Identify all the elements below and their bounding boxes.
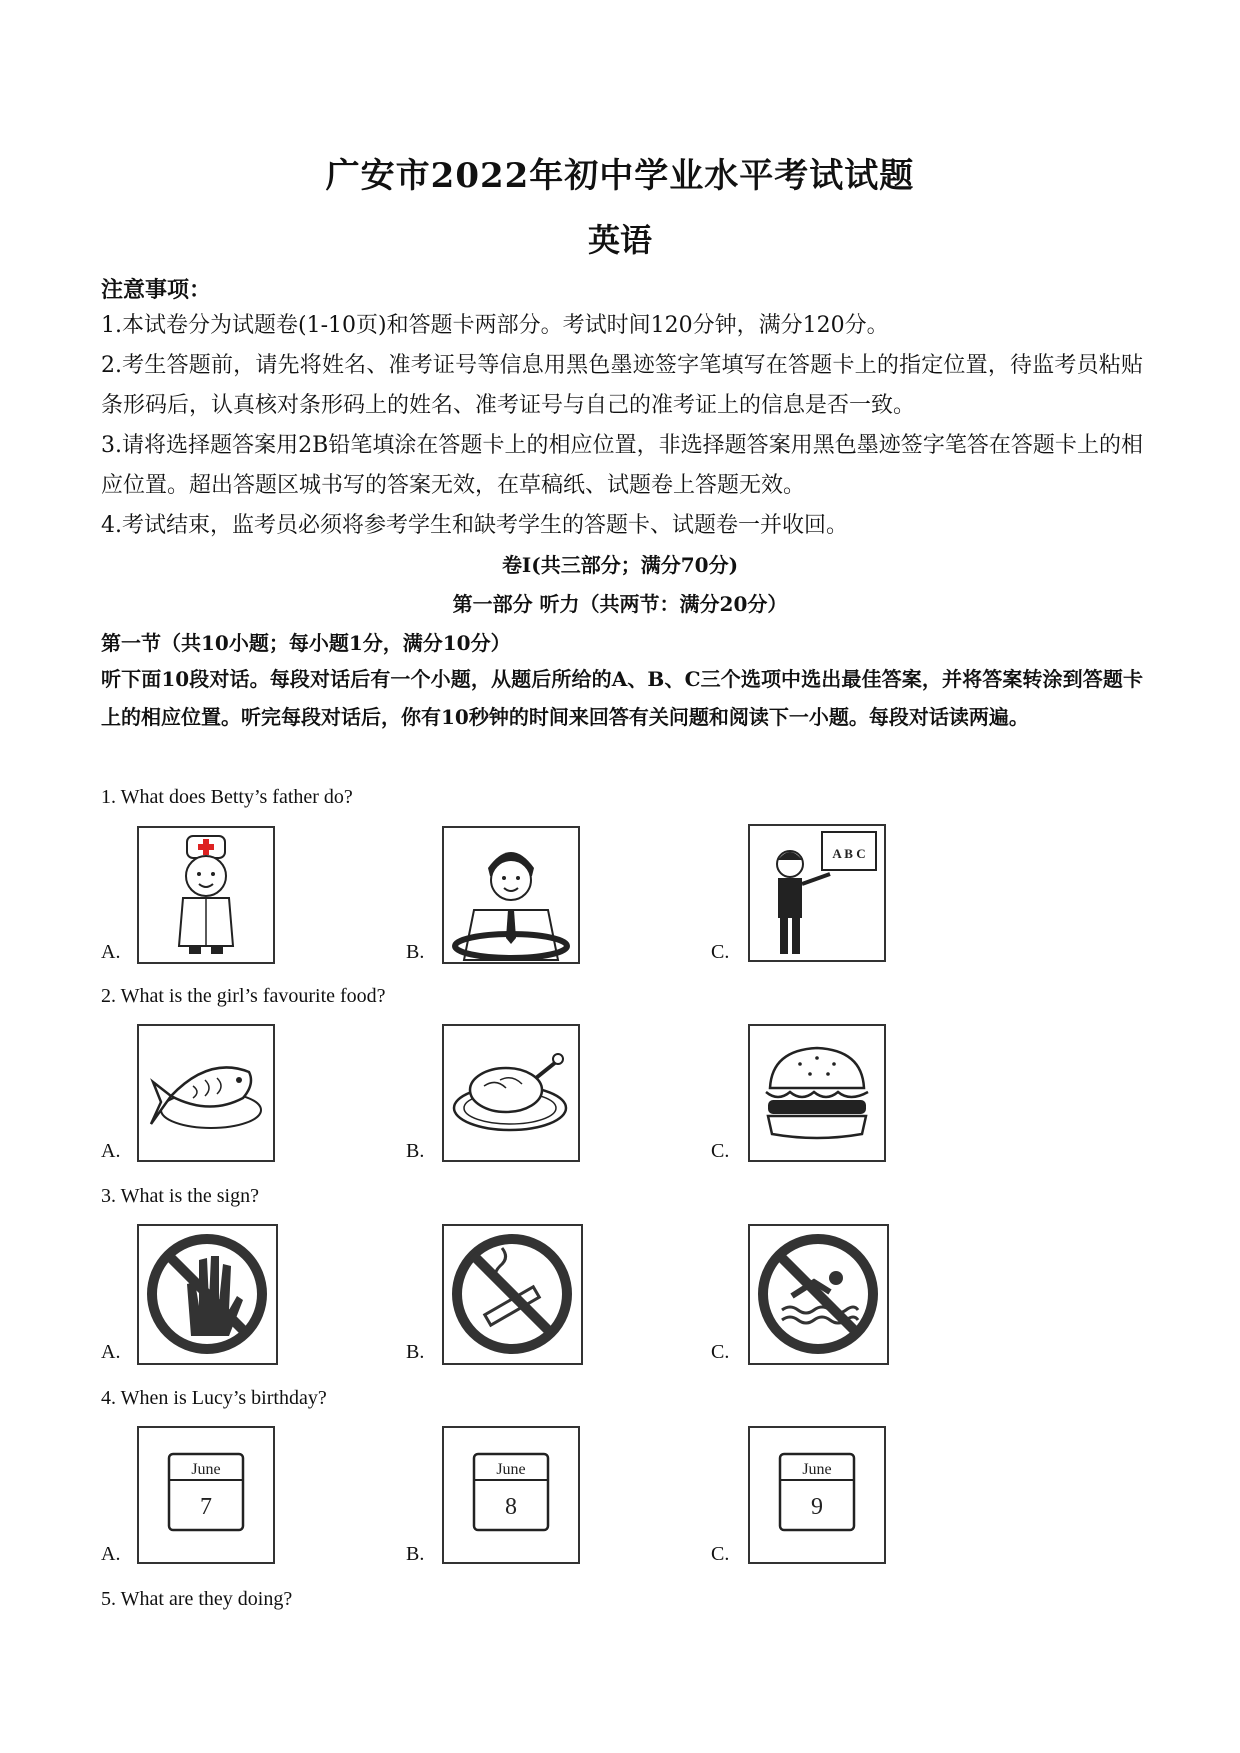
question-1: 1. What does Betty’s father do?	[101, 786, 353, 808]
calendar-day: 8	[505, 1494, 517, 1520]
notice-item-2: 2.考生答题前，请先将姓名、准考证号等信息用黑色墨迹签字笔填写在答题卡上的指定位置，待监考员粘贴条形码后，认真核对条形码上的姓名、准考证号与自己的准考证上的信息是否一致。	[101, 353, 1143, 418]
option-c: C.	[711, 1543, 730, 1565]
option-b: B.	[406, 941, 425, 963]
chicken-icon	[442, 1024, 580, 1162]
option-b: B.	[406, 1341, 425, 1363]
calendar-icon	[137, 1426, 275, 1564]
notice-item-4: 4.考试结束，监考员必须将参考学生和缺考学生的答题卡、试题卷一并收回。	[101, 513, 848, 538]
question-2: 2. What is the girl’s favourite food?	[101, 985, 386, 1007]
option-b: B.	[406, 1543, 425, 1565]
option-b: B.	[406, 1140, 425, 1162]
no-touching-icon	[137, 1224, 278, 1365]
calendar-day: 9	[811, 1494, 823, 1520]
calendar-icon	[442, 1426, 580, 1564]
calendar-day: 7	[200, 1494, 212, 1520]
option-c: C.	[711, 941, 730, 963]
option-a: A.	[101, 1341, 121, 1363]
section-heading: 第一节（共10小题；每小题1分，满分10分）	[101, 631, 511, 655]
calendar-month: June	[496, 1461, 526, 1478]
question-3: 3. What is the sign?	[101, 1185, 259, 1207]
part-heading: 第一部分 听力（共两节：满分20分）	[452, 592, 788, 616]
volume-heading: 卷Ⅰ(共三部分；满分70分)	[501, 553, 739, 577]
no-swimming-icon	[748, 1224, 889, 1365]
calendar-month: June	[191, 1461, 221, 1478]
option-c: C.	[711, 1341, 730, 1363]
option-a: A.	[101, 941, 121, 963]
question-5: 5. What are they doing?	[101, 1588, 293, 1610]
board-text: A B C	[832, 846, 866, 861]
doctor-icon	[137, 826, 275, 964]
calendar-icon	[748, 1426, 886, 1564]
no-smoking-icon	[442, 1224, 583, 1365]
driver-icon	[442, 826, 580, 964]
notice-heading: 注意事项：	[101, 277, 212, 303]
listening-instructions: 听下面10段对话。每段对话后有一个小题，从题后所给的A、B、C三个选项中选出最佳答案，并将答案转涂到答题卡上的相应位置。听完每段对话后，你有10秒钟的时间来回答有关问题和阅读下一小题。每段对话读两遍。	[101, 667, 1143, 729]
page-title: 广安市2022年初中学业水平考试试题	[325, 156, 915, 196]
fish-icon	[137, 1024, 275, 1162]
calendar-month: June	[802, 1461, 832, 1478]
subject-title: 英语	[587, 221, 652, 259]
option-a: A.	[101, 1543, 121, 1565]
teacher-icon	[748, 824, 886, 962]
option-a: A.	[101, 1140, 121, 1162]
notice-item-3: 3.请将选择题答案用2B铅笔填涂在答题卡上的相应位置，非选择题答案用黑色墨迹签字笔答在答题卡上的相应位置。超出答题区城书写的答案无效，在草稿纸、试题卷上答题无效。	[101, 433, 1143, 498]
notice-item-1: 1.本试卷分为试题卷(1-10页)和答题卡两部分。考试时间120分钟，满分120分。	[101, 313, 889, 338]
option-c: C.	[711, 1140, 730, 1162]
question-4: 4. When is Lucy’s birthday?	[101, 1387, 327, 1409]
hamburger-icon	[748, 1024, 886, 1162]
